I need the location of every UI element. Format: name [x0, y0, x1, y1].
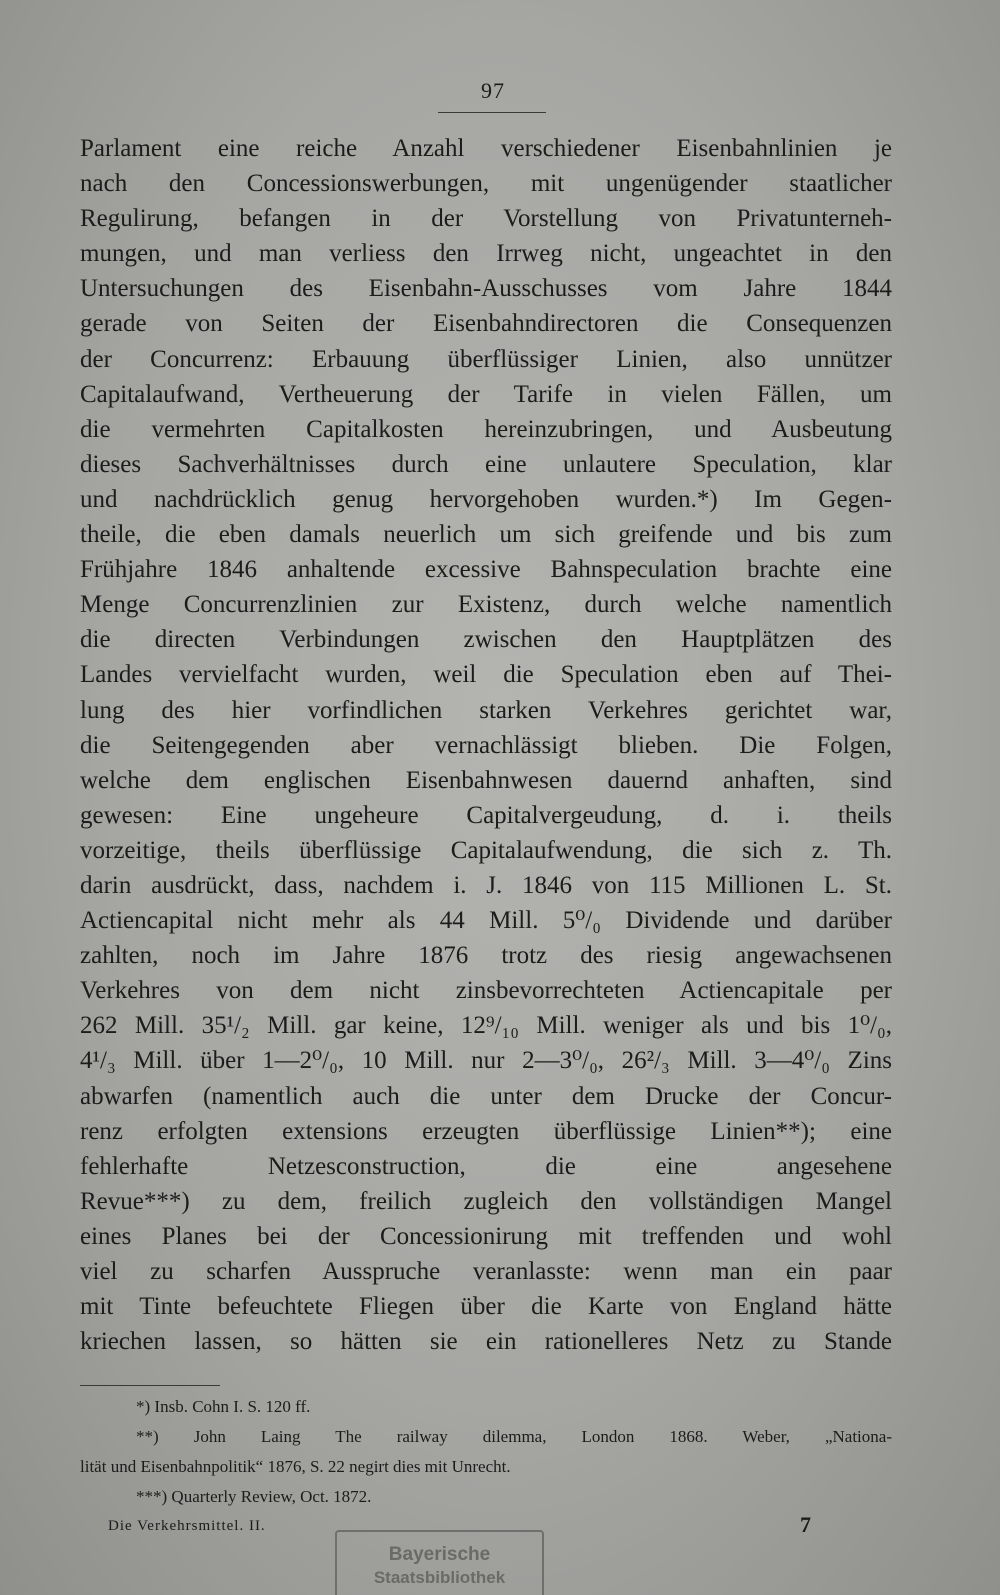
page-number: 97 [481, 78, 505, 103]
signature-line: Die Verkehrsmittel. II. [108, 1518, 266, 1534]
text-line: die directen Verbindungen zwischen den Hauptplätzen des [80, 626, 892, 654]
footnote-1: *) Insb. Cohn I. S. 120 ff. [136, 1397, 311, 1416]
text-line: mit Tinte befeuchtete Fliegen über die Karte von England hätte [80, 1293, 892, 1321]
text-line: zahlten, noch im Jahre 1876 trotz des riesig angewachsenen [80, 942, 892, 970]
text-line: Actiencapital nicht mehr als 44 Mill. 5⁰/₀ Dividende und darüber [80, 907, 892, 935]
text-line: theile, die eben damals neuerlich um sich greifende und bis zum [80, 521, 892, 549]
text-line: mungen, und man verliess den Irrweg nicht, ungeachtet in den [80, 240, 892, 268]
text-line: Capitalaufwand, Vertheuerung der Tarife in vielen Fällen, um [80, 380, 892, 408]
text-line: Landes vervielfacht wurden, weil die Speculation eben auf Thei- [80, 661, 892, 689]
text-line: die Seitengegenden aber vernachlässigt blieben. Die Folgen, [80, 731, 892, 759]
text-line: fehlerhafte Netzesconstruction, die eine angesehene [80, 1152, 892, 1180]
text-line: lung des hier vorfindlichen starken Verkehres gerichtet war, [80, 696, 892, 724]
header-rule [438, 112, 546, 113]
text-line: 262 Mill. 35¹/₂ Mill. gar keine, 12⁹/₁₀ Mill. weniger als und bis 1⁰/₀, [80, 1012, 892, 1040]
text-line: gewesen: Eine ungeheure Capitalvergeudung, d. i. theils [80, 801, 892, 829]
text-line: Revue***) zu dem, freilich zugleich den vollständigen Mangel [80, 1187, 892, 1215]
body-text [80, 131, 892, 1359]
library-stamp [335, 1530, 544, 1595]
text-line: Verkehres von dem nicht zinsbevorrechteten Actiencapitale per [80, 977, 892, 1005]
sheet-mark: 7 [800, 1512, 811, 1537]
text-line: welche dem englischen Eisenbahnwesen dauernd anhaften, sind [80, 766, 892, 794]
text-line: Untersuchungen des Eisenbahn-Ausschusses vom Jahre 1844 [80, 275, 892, 303]
footnote-rule [80, 1385, 220, 1386]
text-line: viel zu scharfen Ausspruche veranlasste: wenn man ein paar [80, 1258, 892, 1285]
text-line: renz erfolgten extensions erzeugten überflüssige Linien**); eine [80, 1117, 892, 1145]
text-line: 4¹/₃ Mill. über 1—2⁰/₀, 10 Mill. nur 2—3⁰/₀, 26²/₃ Mill. 3—4⁰/₀ Zins [80, 1047, 892, 1075]
text-line: eines Planes bei der Concessionirung mit treffenden und wohl [80, 1222, 892, 1250]
text-line: der Concurrenz: Erbauung überflüssiger Linien, also unnützer [80, 345, 892, 373]
text-line: kriechen lassen, so hätten sie ein rationelleres Netz zu Stande [80, 1328, 892, 1356]
text-line: Regulirung, befangen in der Vorstellung von Privatunterneh- [80, 205, 892, 233]
text-line: und nachdrücklich genug hervorgehoben wurden.*) Im Gegen- [80, 485, 892, 513]
text-line: dieses Sachverhältnisses durch eine unlautere Speculation, klar [80, 450, 892, 478]
text-line: gerade von Seiten der Eisenbahndirectoren die Consequenzen [80, 310, 892, 338]
text-line: abwarfen (namentlich auch die unter dem Drucke der Concur- [80, 1082, 892, 1110]
footnote-2-line-1: **) John Laing The railway dilemma, London 1868. Weber, „Nationa- [136, 1427, 892, 1446]
text-line: die vermehrten Capitalkosten hereinzubringen, und Ausbeutung [80, 415, 892, 443]
text-line: nach den Concessionswerbungen, mit ungenügender staatlicher [80, 170, 892, 198]
text-line: darin ausdrückt, dass, nachdem i. J. 1846 von 115 Millionen L. St. [80, 871, 892, 899]
text-line: vorzeitige, theils überflüssige Capitalaufwendung, die sich z. Th. [80, 836, 892, 864]
stamp-line-2: Staatsbibliothek [373, 1568, 506, 1587]
footnote-2-line-2: lität und Eisenbahnpolitik“ 1876, S. 22 negirt dies mit Unrecht. [80, 1457, 511, 1476]
footnote-3: ***) Quarterly Review, Oct. 1872. [136, 1487, 372, 1506]
stamp-line-1: Bayerische [388, 1544, 491, 1565]
footnotes [80, 1392, 892, 1512]
text-line: Parlament eine reiche Anzahl verschiedener Eisenbahnlinien je [80, 135, 892, 162]
text-line: Frühjahre 1846 anhaltende excessive Bahnspeculation brachte eine [80, 556, 892, 584]
text-line: Menge Concurrenzlinien zur Existenz, durch welche namentlich [80, 591, 892, 619]
